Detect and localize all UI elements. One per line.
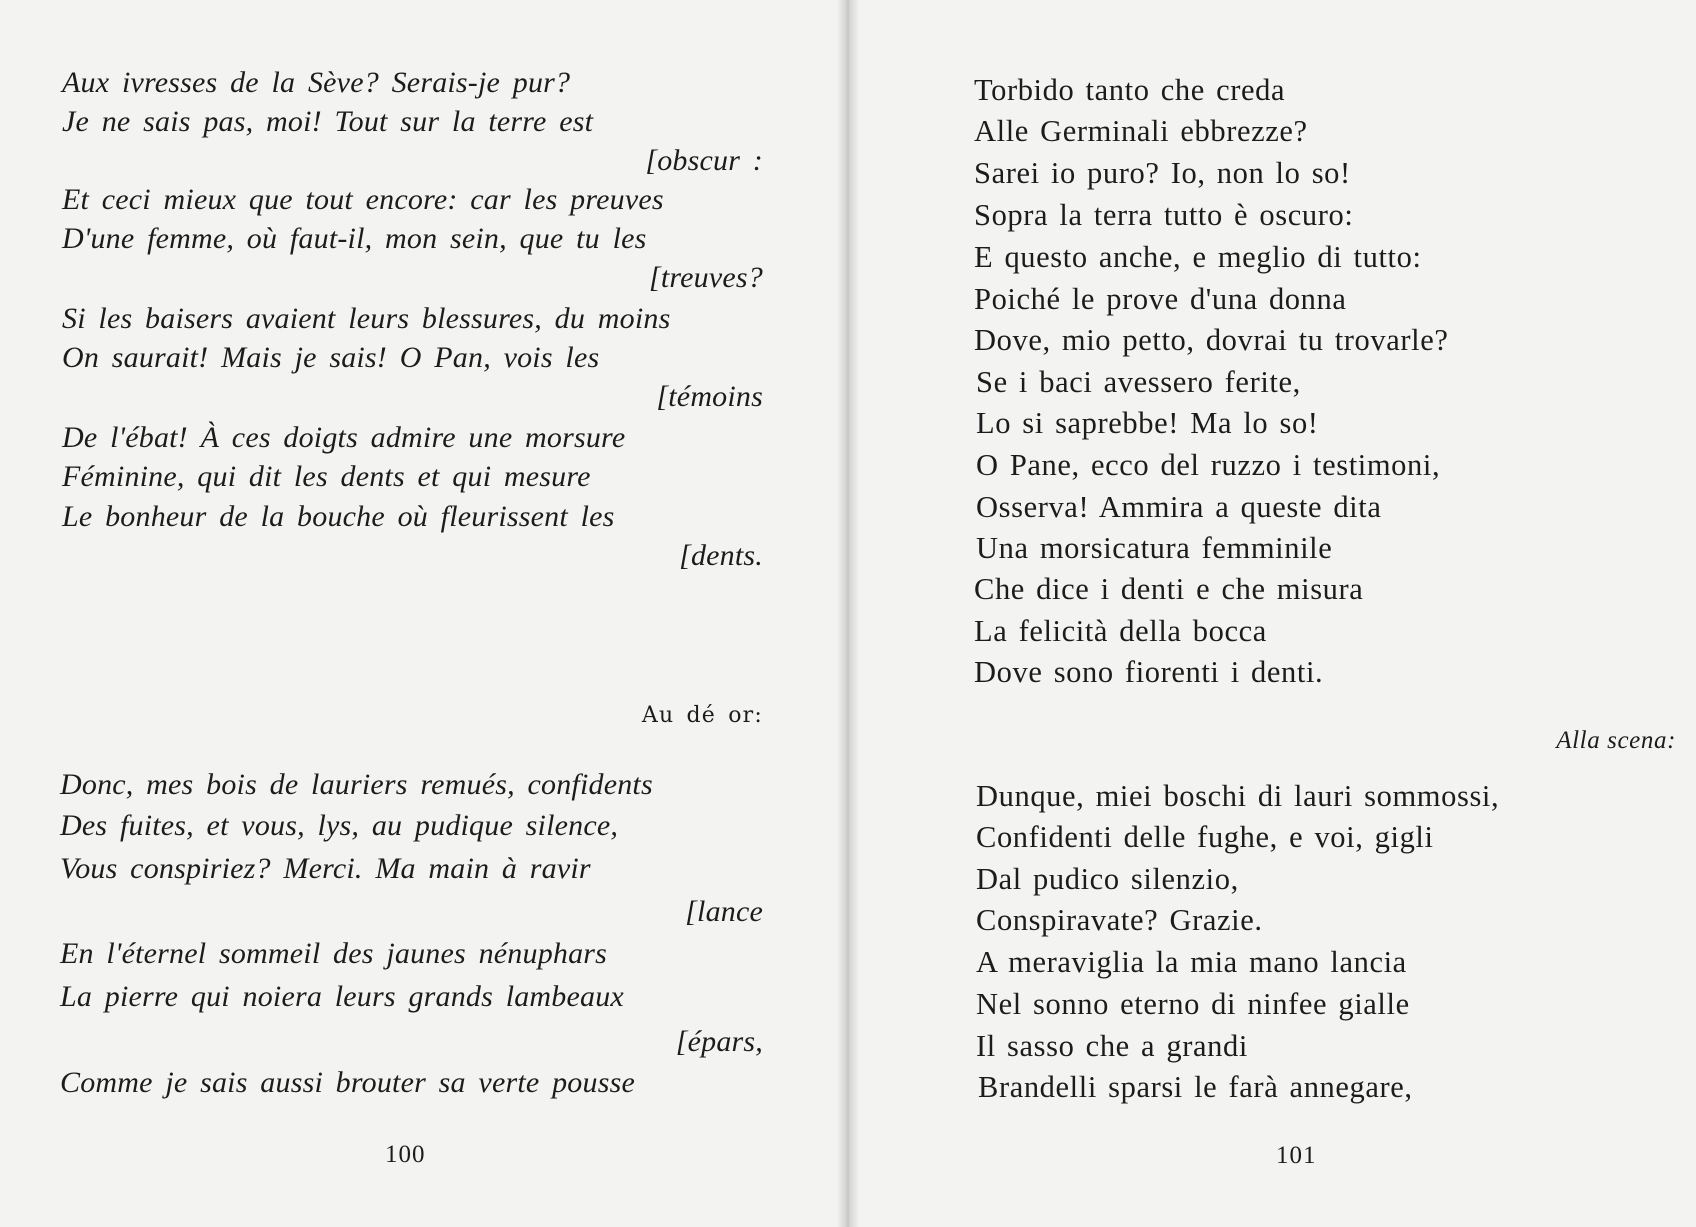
verse-line: Je ne sais pas, moi! Tout sur la terre est	[62, 105, 594, 138]
verse-line: Che dice i denti e che misura	[974, 572, 1364, 606]
verse-line: La felicità della bocca	[974, 614, 1267, 648]
right-page	[851, 0, 1696, 1227]
verse-line: De l'ébat! À ces doigts admire une morsure	[62, 421, 626, 454]
verse-line: Si les baisers avaient leurs blessures, du moins	[62, 302, 671, 335]
verse-line: D'une femme, où faut-il, mon sein, que tu les	[62, 222, 647, 255]
verse-line-continuation: [épars,	[675, 1025, 763, 1058]
verse-line: Poiché le prove d'una donna	[974, 282, 1347, 316]
verse-line: Torbido tanto che creda	[974, 73, 1286, 107]
page-number: 101	[1276, 1142, 1317, 1169]
verse-line: Des fuites, et vous, lys, au pudique silence,	[60, 809, 619, 842]
verse-line: On saurait! Mais je sais! O Pan, vois les	[62, 341, 600, 374]
verse-line-continuation: [dents.	[679, 539, 763, 572]
verse-line: Sopra la terra tutto è oscuro:	[974, 198, 1354, 232]
verse-line: Dove sono fiorenti i denti.	[974, 655, 1324, 689]
verse-line: A meraviglia la mia mano lancia	[976, 945, 1407, 979]
verse-line: Le bonheur de la bouche où fleurissent les	[62, 500, 615, 533]
verse-line: Sarei io puro? Io, non lo so!	[974, 156, 1351, 190]
verse-line-continuation: [lance	[685, 895, 763, 928]
verse-line: En l'éternel sommeil des jaunes nénuphars	[60, 937, 608, 970]
verse-line: Se i baci avessero ferite,	[976, 365, 1301, 399]
verse-line: Dunque, miei boschi di lauri sommossi,	[976, 779, 1500, 813]
verse-line-continuation: [obscur :	[645, 144, 763, 177]
verse-line: E questo anche, e meglio di tutto:	[974, 240, 1422, 274]
verse-line: Vous conspiriez? Merci. Ma main à ravir	[60, 852, 591, 885]
verse-line: Comme je sais aussi brouter sa verte pousse	[60, 1066, 635, 1099]
left-page	[0, 0, 845, 1227]
stage-direction: Au dé or:	[641, 703, 763, 728]
verse-line: Et ceci mieux que tout encore: car les preuves	[62, 183, 664, 216]
verse-line: Aux ivresses de la Sève? Serais-je pur?	[62, 66, 571, 99]
verse-line: Conspiravate? Grazie.	[976, 903, 1263, 937]
verse-line: Nel sonno eterno di ninfee gialle	[976, 987, 1410, 1021]
verse-line: Alle Germinali ebbrezze?	[974, 114, 1308, 148]
verse-line: Il sasso che a grandi	[976, 1029, 1248, 1063]
verse-line: Brandelli sparsi le farà annegare,	[978, 1070, 1413, 1104]
verse-line: Osserva! Ammira a queste dita	[976, 490, 1382, 524]
verse-line: Una morsicatura femminile	[976, 531, 1333, 565]
verse-line-continuation: [témoins	[656, 380, 763, 413]
verse-line: La pierre qui noiera leurs grands lambeaux	[60, 980, 624, 1013]
verse-line: Lo si saprebbe! Ma lo so!	[976, 406, 1319, 440]
verse-line-continuation: [treuves?	[649, 261, 763, 294]
verse-line: Confidenti delle fughe, e voi, gigli	[976, 820, 1434, 854]
verse-line: Féminine, qui dit les dents et qui mesure	[62, 460, 591, 493]
verse-line: Donc, mes bois de lauriers remués, confidents	[60, 768, 653, 801]
verse-line: O Pane, ecco del ruzzo i testimoni,	[976, 448, 1441, 482]
stage-direction: Alla scena:	[1556, 727, 1676, 754]
verse-line: Dove, mio petto, dovrai tu trovarle?	[974, 323, 1449, 357]
page-number: 100	[385, 1141, 426, 1168]
verse-line: Dal pudico silenzio,	[976, 862, 1239, 896]
